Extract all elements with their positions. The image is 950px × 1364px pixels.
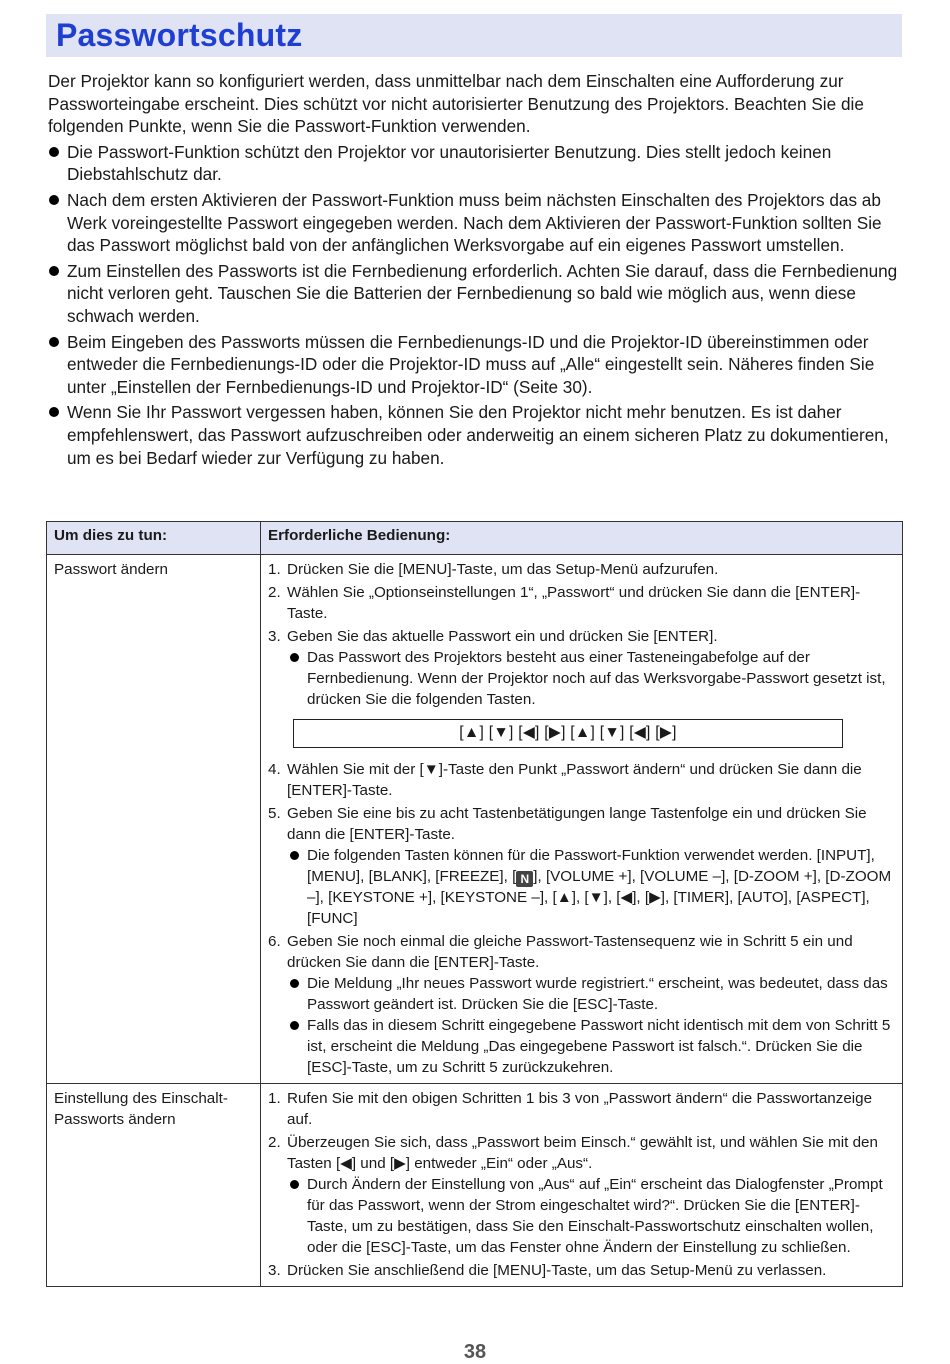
intro-section (48, 70, 904, 472)
sub-text: Die Meldung „Ihr neues Passwort wurde registriert.“ erscheint, was bedeutet, dass das Passwort geändert ist. Drücken Sie die [ESC]-Taste. (307, 975, 888, 1013)
page-number: 38 (463, 1341, 487, 1363)
title-bar (46, 14, 902, 57)
step-number: 5. (268, 805, 281, 822)
row-label-change-password: Passwort ändern (47, 555, 261, 1084)
step-item (268, 626, 895, 748)
bullet-icon (49, 195, 59, 205)
step-text: Geben Sie noch einmal die gleiche Passwort-Tastensequenz wie in Schritt 5 ein und drücken Sie dann die [ENTER]-Taste. (287, 933, 853, 971)
note-text: Zum Einstellen des Passworts ist die Fernbedienung erforderlich. Achten Sie darauf, dass die Fernbedienung nicht verloren geht. Tauschen Sie die Batterien der Fernbedienung so bald wie möglich aus, wenn diese schwach werden. (67, 260, 898, 326)
bullet-icon (290, 1021, 299, 1030)
bullet-icon (290, 653, 299, 662)
step-text: Geben Sie eine bis zu acht Tastenbetätigungen lange Tastenfolge ein und drücken Sie dann die [ENTER]-Taste. (287, 805, 867, 843)
sub-item (287, 973, 895, 1015)
sub-text-post: ], [VOLUME +], [VOLUME –], [D-ZOOM +], [D-ZOOM –], [KEYSTONE +], [KEYSTONE –], [▲], [▼], [◀], [▶], [TIMER], [AUTO], [ASPECT], [FUNC] (307, 868, 892, 927)
sub-list (287, 845, 895, 929)
step-item (268, 582, 895, 624)
step-item (268, 803, 895, 929)
notes-list (48, 141, 904, 469)
intro-paragraph: Der Projektor kann so konfiguriert werden, dass unmittelbar nach dem Einschalten eine Aufforderung zur Passworteingabe erscheint. Dies schützt vor nicht autorisierter Benutzung des Projektors. Beachten Sie die folgenden Punkte, wenn Sie die Passwort-Funktion verwenden. (48, 71, 864, 137)
bullet-icon (290, 1180, 299, 1189)
step-number: 2. (268, 1134, 281, 1151)
step-text: Wählen Sie mit der [▼]-Taste den Punkt „Passwort ändern“ und drücken Sie dann die [ENTER]-Taste. (287, 761, 862, 799)
sub-text: Durch Ändern der Einstellung von „Aus“ auf „Ein“ erscheint das Dialogfenster „Prompt für das Passwort, wenn der Strom eingeschaltet wird?“. Drücken Sie die [ENTER]-Taste, um zu bestätigen, dass Sie den Einschalt-Passwortschutz einschalten wollen, oder die [ESC]-Taste, um das Fenster ohne Ändern der Einstellung zu schließen. (307, 1176, 883, 1256)
table-header-row (47, 522, 903, 555)
step-item (268, 1088, 895, 1130)
bullet-icon (49, 337, 59, 347)
row-steps (261, 555, 903, 1084)
step-text: Überzeugen Sie sich, dass „Passwort beim Einsch.“ gewählt ist, und wählen Sie mit den Tasten [◀] und [▶] entweder „Ein“ oder „Aus“. (287, 1134, 878, 1172)
operations-table (46, 521, 903, 1287)
step-text: Geben Sie das aktuelle Passwort ein und drücken Sie [ENTER]. (287, 628, 718, 645)
step-number: 4. (268, 761, 281, 778)
bullet-icon (49, 266, 59, 276)
step-number: 1. (268, 561, 281, 578)
sub-item (287, 1174, 895, 1258)
sub-item (287, 647, 895, 710)
row-label-power-on-password: Einstellung des Einschalt-Passworts ändern (47, 1084, 261, 1287)
sub-text: Das Passwort des Projektors besteht aus einer Tasteneingabefolge auf der Fernbedienung. Wenn der Projektor noch auf das Werksvorgabe-Passwort gesetzt ist, drücken Sie die folgenden Tasten. (307, 649, 886, 708)
sub-list (287, 647, 895, 710)
default-password-keys: [▲] [▼] [◀] [▶] [▲] [▼] [◀] [▶] (293, 719, 843, 748)
step-number: 2. (268, 584, 281, 601)
sub-item (287, 845, 895, 929)
page-title: Passwortschutz (56, 17, 303, 53)
sub-list (287, 1174, 895, 1258)
step-number: 3. (268, 1262, 281, 1279)
note-text: Nach dem ersten Aktivieren der Passwort-Funktion muss beim nächsten Einschalten des Projektors das ab Werk voreingestellte Passwort eingegeben werden. Nach dem Aktivieren der Passwort-Funktion sollten Sie das Passwort möglichst bald von der anfänglichen Werksvorgabe auf ein eigenes Passwort umstellen. (67, 189, 882, 256)
step-item (268, 1260, 895, 1281)
note-item (48, 401, 904, 469)
bullet-icon (49, 147, 59, 157)
step-number: 1. (268, 1090, 281, 1107)
step-text: Drücken Sie die [MENU]-Taste, um das Setup-Menü aufzurufen. (287, 561, 719, 578)
note-item (48, 141, 904, 186)
bullet-icon (49, 407, 59, 417)
sub-text: Falls das in diesem Schritt eingegebene Passwort nicht identisch mit dem von Schritt 5 ist, erscheint die Meldung „Das eingegebene Passwort ist falsch.“. Drücken Sie die [ESC]-Taste, um zu Schritt 5 zurückzukehren. (307, 1017, 891, 1076)
header-operation: Erforderliche Bedienung: (261, 522, 903, 555)
step-text: Rufen Sie mit den obigen Schritten 1 bis 3 von „Passwort ändern“ die Passwortanzeige auf. (287, 1090, 873, 1128)
row-steps (261, 1084, 903, 1287)
note-item (48, 260, 904, 328)
sub-item (287, 1015, 895, 1078)
step-item (268, 559, 895, 580)
sub-text-pre: Die folgenden Tasten können für die Passwort-Funktion verwendet werden. [INPUT], [MENU], [BLANK], [FREEZE], [ (307, 847, 875, 885)
bullet-icon (290, 979, 299, 988)
note-text: Wenn Sie Ihr Passwort vergessen haben, können Sie den Projektor nicht mehr benutzen. Es ist daher empfehlenswert, das Passwort aufzuschreiben oder anderweitig an einem sicheren Platz zu dokumentieren, um es bei Bedarf wieder zur Verfügung zu haben. (67, 402, 889, 468)
step-list (268, 559, 895, 1078)
step-text: Drücken Sie anschließend die [MENU]-Taste, um das Setup-Menü zu verlassen. (287, 1262, 827, 1279)
sub-list (287, 973, 895, 1078)
note-item (48, 331, 904, 399)
step-item (268, 1132, 895, 1258)
note-text: Die Passwort-Funktion schützt den Projektor vor unautorisierter Benutzung. Dies stellt jedoch keinen Diebstahlschutz dar. (67, 141, 832, 185)
step-list (268, 1088, 895, 1281)
step-item (268, 759, 895, 801)
table-row (47, 555, 903, 1084)
note-text: Beim Eingeben des Passworts müssen die Fernbedienungs-ID und die Projektor-ID übereinstimmen oder entweder die Fernbedienungs-ID oder die Projektor-ID muss auf „Alle“ eingestellt sein. Näheres finden Sie unter „Einstellen der Fernbedienungs-ID und Projektor-ID“ (Seite 30). (67, 331, 875, 397)
header-task: Um dies zu tun: (47, 522, 261, 555)
table-row (47, 1084, 903, 1287)
bullet-icon (290, 851, 299, 860)
note-item (48, 189, 904, 257)
logo-key-icon: N (516, 871, 533, 887)
step-item (268, 931, 895, 1078)
step-text: Wählen Sie „Optionseinstellungen 1“, „Passwort“ und drücken Sie dann die [ENTER]-Taste. (287, 584, 861, 622)
step-number: 6. (268, 933, 281, 950)
step-number: 3. (268, 628, 281, 645)
